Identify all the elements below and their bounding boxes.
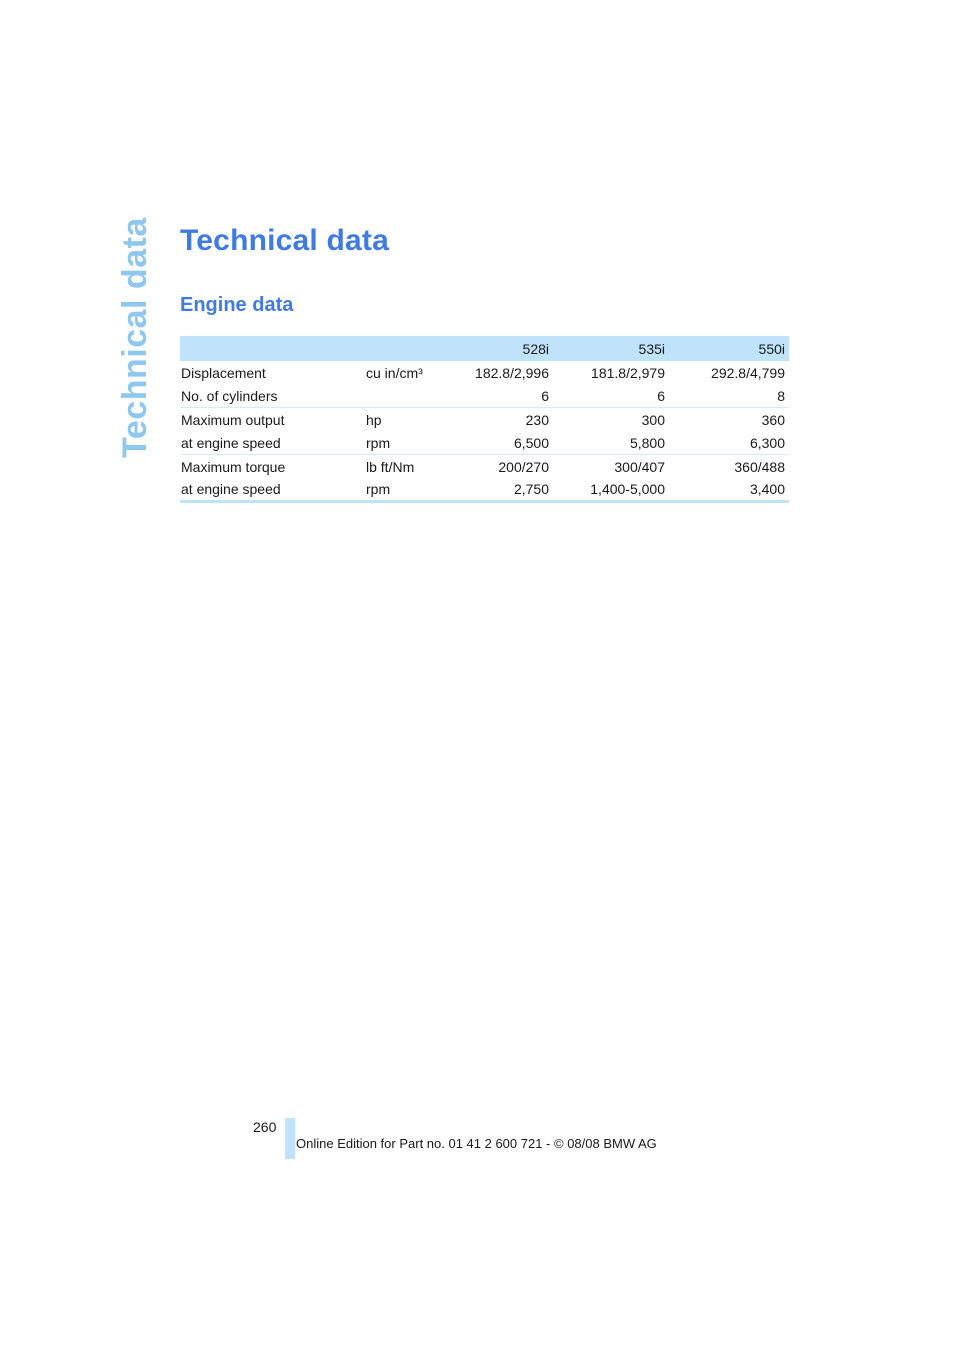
edition-notice: Online Edition for Part no. 01 41 2 600 721 - © 08/08 BMW AG (296, 1136, 657, 1151)
row-unit: cu in/cm³ (366, 364, 423, 381)
table-header-row (180, 336, 789, 361)
row-label: No. of cylinders (181, 387, 278, 404)
table-row (180, 455, 789, 479)
value-535i: 300/407 (553, 455, 669, 479)
value-550i: 3,400 (669, 478, 789, 502)
value-550i: 360/488 (669, 455, 789, 479)
value-535i: 5,800 (629, 434, 665, 451)
value-528i: 6 (541, 387, 549, 404)
row-unit: hp (362, 408, 442, 432)
value-528i: 200/270 (442, 455, 553, 479)
row-label: at engine speed (180, 478, 362, 502)
header-label-cell (180, 336, 362, 361)
value-535i: 300 (553, 408, 669, 432)
value-528i: 182.8/2,996 (475, 364, 549, 381)
row-unit (362, 384, 442, 408)
row-label: Maximum torque (180, 455, 362, 479)
row-unit: rpm (362, 478, 442, 502)
side-section-tab (115, 217, 154, 458)
value-550i: 292.8/4,799 (711, 364, 785, 381)
header-model-550i: 550i (669, 336, 789, 361)
header-model-528i: 528i (442, 336, 553, 361)
header-model-535i: 535i (553, 336, 669, 361)
value-528i: 6,500 (513, 434, 549, 451)
row-label: Maximum output (180, 408, 362, 432)
table-row (180, 361, 789, 384)
table-row (180, 431, 789, 455)
value-535i: 1,400-5,000 (553, 478, 669, 502)
page-title: Technical data (180, 224, 389, 257)
value-535i: 181.8/2,979 (591, 364, 665, 381)
side-section-label: Technical data (115, 217, 154, 458)
value-550i: 6,300 (749, 434, 785, 451)
section-title: Engine data (180, 294, 294, 316)
engine-data-table (180, 336, 789, 503)
value-528i: 230 (442, 408, 553, 432)
header-unit-cell (362, 336, 442, 361)
row-unit: lb ft/Nm (362, 455, 442, 479)
table-row (180, 478, 789, 502)
row-label: at engine speed (181, 434, 281, 451)
value-528i: 2,750 (442, 478, 553, 502)
value-550i: 360 (669, 408, 789, 432)
footer-accent-bar (285, 1118, 295, 1159)
table-row (180, 408, 789, 432)
page-number: 260 (253, 1119, 277, 1135)
row-label: Displacement (181, 364, 266, 381)
value-535i: 6 (657, 387, 665, 404)
row-unit: rpm (366, 434, 391, 451)
value-550i: 8 (777, 387, 785, 404)
table-row (180, 384, 789, 408)
